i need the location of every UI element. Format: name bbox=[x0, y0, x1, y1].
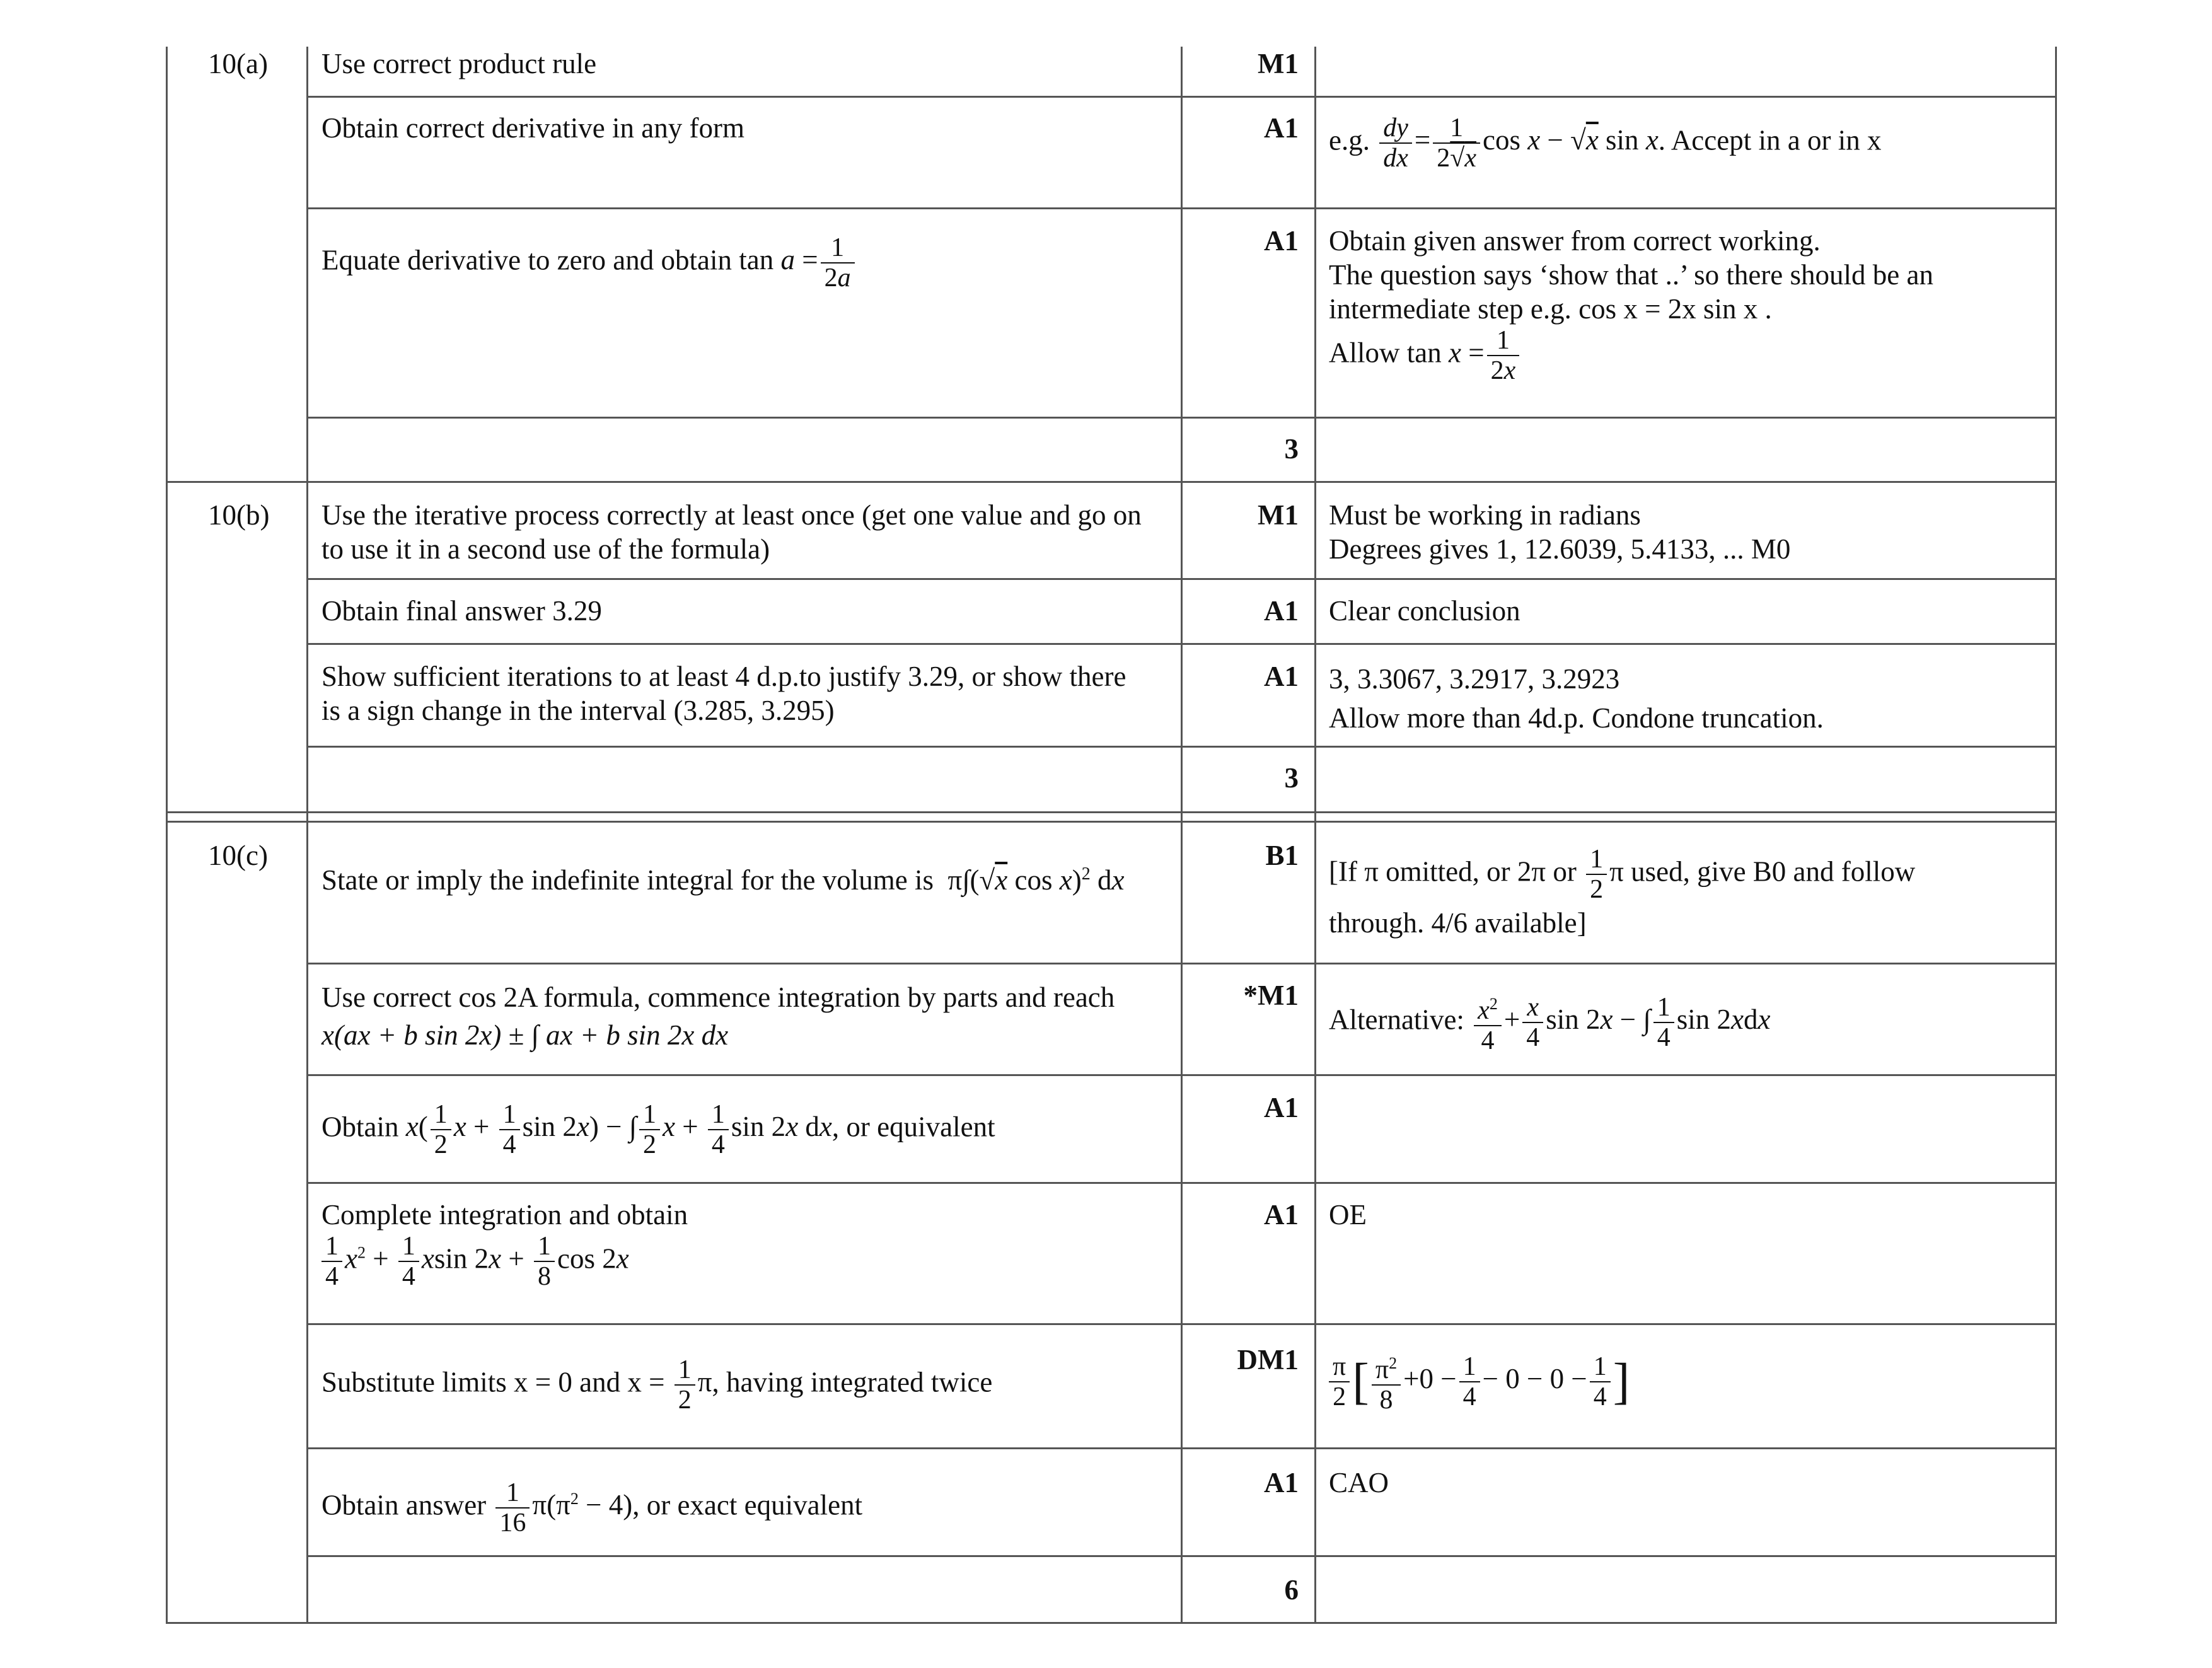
section-divider bbox=[166, 821, 2055, 823]
derivative-expression: $\frac{dy}{dx}$ = $\frac{1}{2√x}$ cos x − √x sin x bbox=[1377, 124, 1659, 156]
mark-code: DM1 bbox=[1237, 1344, 1299, 1376]
notes-prefix: e.g. bbox=[1329, 124, 1370, 156]
guidance-line: Use the iterative process correctly at least once (get one value and go on bbox=[321, 499, 1142, 531]
guidance-cell bbox=[321, 233, 857, 292]
mark-total: 3 bbox=[1284, 433, 1299, 465]
notes-suffix: . Accept in a or in x bbox=[1658, 124, 1882, 156]
question-id: 10(a) bbox=[208, 48, 268, 79]
volume-integral: π∫(√x cos x)$^2$ dx bbox=[941, 864, 1125, 896]
mark-code: A1 bbox=[1264, 595, 1299, 627]
guidance-line: Use correct cos 2A formula, commence integration by parts and reach bbox=[321, 982, 1115, 1013]
row-divider bbox=[306, 207, 2055, 209]
row-divider bbox=[306, 1074, 2055, 1076]
notes-line: 3, 3.3067, 3.2917, 3.2923 bbox=[1329, 663, 1620, 695]
integration-result: $\frac{1}{4}$ $x^2$ + $\frac{1}{4}$ xsin 2x + $\frac{1}{8}$ cos 2x bbox=[321, 1232, 688, 1291]
guidance-prefix: Obtain bbox=[321, 1111, 399, 1143]
notes-line: Degrees gives 1, 12.6039, 5.4133, ... M0 bbox=[1329, 533, 1791, 565]
guidance-cell bbox=[321, 1478, 862, 1538]
guidance-cell: Obtain correct derivative in any form bbox=[321, 112, 744, 144]
mark-code: A1 bbox=[1264, 112, 1299, 144]
notes-line: intermediate step e.g. cos x = 2x sin x . bbox=[1329, 293, 1772, 325]
guidance-line: x(ax + b sin 2x) ± ∫ ax + b sin 2x dx bbox=[321, 1019, 729, 1051]
guidance-suffix: , or exact equivalent bbox=[632, 1489, 863, 1521]
question-id: 10(b) bbox=[208, 499, 270, 531]
row-divider bbox=[306, 963, 2055, 964]
mark-code: B1 bbox=[1265, 840, 1299, 871]
table-border-left bbox=[166, 47, 168, 1624]
row-divider bbox=[306, 1323, 2055, 1325]
section-divider bbox=[166, 811, 2055, 813]
mark-code: A1 bbox=[1264, 1199, 1299, 1231]
parts-expression: x( $\frac{1}{2}$ x + $\frac{1}{4}$ sin 2x) − ∫ $\frac{1}{2}$ x + $\frac{1}{4}$ sin 2x dx bbox=[405, 1100, 832, 1159]
mark-code: M1 bbox=[1258, 48, 1299, 79]
table-border-right bbox=[2055, 47, 2057, 1624]
mark-total: 6 bbox=[1284, 1574, 1299, 1606]
guidance-line: Show sufficient iterations to at least 4 d.p.to justify 3.29, or show there bbox=[321, 661, 1126, 692]
question-id: 10(c) bbox=[208, 840, 268, 871]
guidance-cell: Use correct product rule bbox=[321, 48, 597, 79]
guidance-cell bbox=[321, 1355, 992, 1415]
guidance-cell bbox=[321, 659, 1126, 727]
mark-code: A1 bbox=[1264, 225, 1299, 257]
notes-cell: CAO bbox=[1329, 1467, 1389, 1498]
guidance-prefix: Equate derivative to zero and obtain bbox=[321, 244, 732, 276]
limit-expression: $\frac{1}{2}$ π bbox=[672, 1366, 712, 1398]
guidance-cell bbox=[321, 1198, 688, 1291]
row-divider bbox=[306, 1182, 2055, 1184]
row-divider bbox=[306, 1555, 2055, 1557]
notes-cell bbox=[1329, 113, 1881, 173]
notes-line: The question says ‘show that ..’ so there should be an bbox=[1329, 259, 1933, 291]
mark-code: A1 bbox=[1264, 1467, 1299, 1498]
notes-line: Must be working in radians bbox=[1329, 499, 1641, 531]
guidance-suffix: , or equivalent bbox=[831, 1111, 995, 1143]
notes-cell: [If π omitted, or 2π or $\frac{1}{2}$ π used, give B0 and follow through. 4/6 available] bbox=[1329, 845, 1915, 942]
guidance-cell bbox=[321, 857, 1124, 897]
guidance-suffix: , having integrated twice bbox=[712, 1366, 993, 1398]
notes-cell bbox=[1329, 990, 1770, 1055]
mark-code: A1 bbox=[1264, 661, 1299, 692]
notes-cell bbox=[1329, 659, 1824, 738]
guidance-prefix: Obtain answer bbox=[321, 1489, 487, 1521]
guidance-cell bbox=[321, 498, 1142, 566]
mark-total: 3 bbox=[1284, 762, 1299, 794]
final-answer: $\frac{1}{16}$ $\pi(\pi^2 - 4)$ bbox=[493, 1489, 632, 1520]
notes-text: through. 4/6 available] bbox=[1329, 907, 1587, 939]
notes-text: π used, give B0 and follow bbox=[1609, 855, 1916, 888]
notes-prefix: Alternative: bbox=[1329, 1004, 1464, 1036]
row-divider bbox=[306, 578, 2055, 580]
table-border-qid bbox=[306, 47, 308, 1624]
notes-text: [If π omitted, or 2π or bbox=[1329, 855, 1577, 888]
table-border-guidance bbox=[1181, 47, 1183, 1624]
mark-code: M1 bbox=[1258, 499, 1299, 531]
notes-cell bbox=[1329, 224, 1933, 385]
notes-line: Allow more than 4d.p. Condone truncation. bbox=[1329, 702, 1824, 734]
notes-line: Obtain given answer from correct working. bbox=[1329, 225, 1821, 257]
notes-allow: Allow tan x = $\frac{1}{2x}$ bbox=[1329, 326, 1933, 385]
row-divider bbox=[306, 1447, 2055, 1449]
row-divider bbox=[306, 746, 2055, 748]
table-border-bottom bbox=[166, 1622, 2055, 1624]
guidance-cell bbox=[321, 978, 1115, 1054]
tan-a-expression: tan a = $\frac{1}{2a}$ bbox=[739, 244, 857, 275]
alternative-expression: $\frac{x^2}{4}$ + $\frac{x}{4}$ sin 2x − ∫ $\frac{1}{4}$ sin 2xdx bbox=[1471, 1004, 1770, 1035]
mark-code: *M1 bbox=[1243, 980, 1299, 1011]
row-divider bbox=[306, 643, 2055, 645]
table-border-mark bbox=[1314, 47, 1316, 1624]
guidance-cell bbox=[321, 1100, 995, 1159]
guidance-line: to use it in a second use of the formula) bbox=[321, 533, 770, 565]
notes-cell bbox=[1329, 1349, 1630, 1415]
mark-code: A1 bbox=[1264, 1092, 1299, 1123]
notes-cell: Clear conclusion bbox=[1329, 595, 1520, 627]
notes-cell bbox=[1329, 498, 1790, 566]
row-divider bbox=[306, 96, 2055, 98]
guidance-cell: Obtain final answer 3.29 bbox=[321, 595, 602, 627]
row-divider bbox=[306, 417, 2055, 419]
notes-cell: OE bbox=[1329, 1199, 1367, 1231]
limits-substitution: $\frac{\pi}{2}$ [ $\frac{\pi^2}{8}$ +0 − $\frac{1}{4}$ − 0 − 0 − $\frac{1}{4}$ ] bbox=[1329, 1363, 1630, 1394]
guidance-line: is a sign change in the interval (3.285, 3.295) bbox=[321, 695, 835, 726]
guidance-text: State or imply the indefinite integral for the volume is bbox=[321, 864, 934, 896]
section-divider bbox=[166, 481, 2055, 483]
guidance-prefix: Substitute limits x = 0 and x = bbox=[321, 1366, 665, 1398]
guidance-text: Complete integration and obtain bbox=[321, 1199, 688, 1231]
